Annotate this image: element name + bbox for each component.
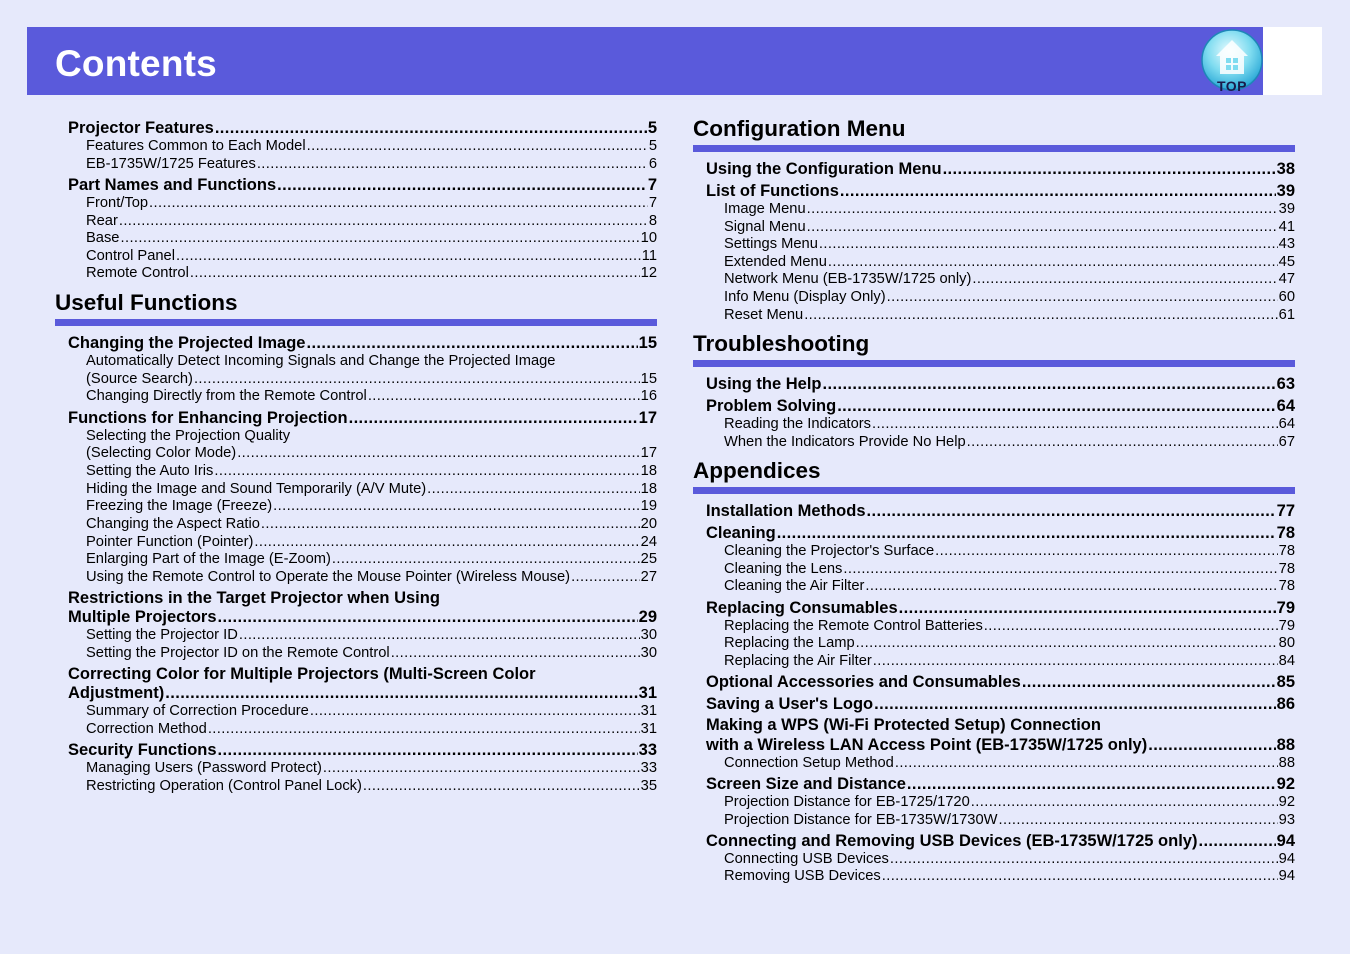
toc-entry[interactable]: When the Indicators Provide No Help ..... 67 bbox=[724, 434, 1295, 450]
section-divider bbox=[693, 487, 1295, 494]
toc-entry[interactable]: Projection Distance for EB-1735W/1730W ..... 93 bbox=[724, 812, 1295, 828]
toc-entry[interactable]: Image Menu ..... 39 bbox=[724, 201, 1295, 217]
toc-entry[interactable]: Using the Help ..... 63 bbox=[706, 375, 1295, 394]
toc-entry[interactable]: Hiding the Image and Sound Temporarily (A/V Mute) ..... 18 bbox=[86, 481, 657, 497]
toc-entry-line[interactable]: Correcting Color for Multiple Projectors (Multi-Screen Color bbox=[68, 665, 536, 683]
page-title: Contents bbox=[55, 43, 217, 84]
section-heading: Configuration Menu bbox=[693, 116, 906, 141]
toc-entry[interactable]: Setting the Projector ID on the Remote Control ..... 30 bbox=[86, 645, 657, 661]
header-banner-tail bbox=[1263, 27, 1322, 95]
toc-entry[interactable]: Part Names and Functions ..... 7 bbox=[68, 176, 657, 195]
toc-entry[interactable]: Changing Directly from the Remote Control ..... 16 bbox=[86, 388, 657, 404]
toc-entry[interactable]: Correction Method ..... 31 bbox=[86, 721, 657, 737]
toc-entry[interactable]: Functions for Enhancing Projection ..... 17 bbox=[68, 409, 657, 428]
toc-entry[interactable]: Enlarging Part of the Image (E-Zoom) ..... 25 bbox=[86, 551, 657, 567]
toc-entry[interactable]: Extended Menu ..... 45 bbox=[724, 254, 1295, 270]
toc-entry[interactable]: Replacing Consumables ..... 79 bbox=[706, 599, 1295, 618]
toc-entry[interactable]: Reset Menu ..... 61 bbox=[724, 307, 1295, 323]
toc-entry[interactable]: Replacing the Remote Control Batteries ..... 79 bbox=[724, 618, 1295, 634]
toc-entry[interactable]: Optional Accessories and Consumables ..... 85 bbox=[706, 673, 1295, 692]
top-label: TOP bbox=[1216, 78, 1248, 94]
toc-entry[interactable]: Screen Size and Distance ..... 92 bbox=[706, 775, 1295, 794]
toc-entry[interactable]: Connection Setup Method ..... 88 bbox=[724, 755, 1295, 771]
toc-entry[interactable]: Projection Distance for EB-1725/1720 ..... 92 bbox=[724, 794, 1295, 810]
toc-entry[interactable]: Signal Menu ..... 41 bbox=[724, 219, 1295, 235]
toc-entry[interactable]: Base ..... 10 bbox=[86, 230, 657, 246]
toc-entry[interactable]: Setting the Auto Iris ..... 18 bbox=[86, 463, 657, 479]
section-heading: Useful Functions bbox=[55, 290, 238, 315]
toc-entry[interactable]: Connecting and Removing USB Devices (EB-1735W/1725 only) ..... 94 bbox=[706, 832, 1295, 851]
toc-entry[interactable]: Front/Top ..... 7 bbox=[86, 195, 657, 211]
top-button[interactable] bbox=[1200, 28, 1264, 94]
toc-entry[interactable]: Changing the Projected Image ..... 15 bbox=[68, 334, 657, 353]
toc-entry[interactable]: Changing the Aspect Ratio ..... 20 bbox=[86, 516, 657, 532]
toc-entry[interactable]: Reading the Indicators ..... 64 bbox=[724, 416, 1295, 432]
toc-entry[interactable]: Projector Features ..... 5 bbox=[68, 119, 657, 138]
section-heading: Appendices bbox=[693, 458, 821, 483]
toc-entry[interactable]: Control Panel ..... 11 bbox=[86, 248, 657, 264]
toc-entry[interactable]: Using the Remote Control to Operate the Mouse Pointer (Wireless Mouse) ..... 27 bbox=[86, 569, 657, 585]
toc-entry[interactable]: Using the Configuration Menu ..... 38 bbox=[706, 160, 1295, 179]
toc-entry[interactable]: Replacing the Lamp ..... 80 bbox=[724, 635, 1295, 651]
toc-entry-line[interactable]: Selecting the Projection Quality bbox=[86, 428, 291, 444]
toc-entry[interactable]: (Source Search) ..... 15 bbox=[86, 371, 657, 387]
toc-entry[interactable]: Multiple Projectors ..... 29 bbox=[68, 608, 657, 627]
toc-entry[interactable]: Setting the Projector ID ..... 30 bbox=[86, 627, 657, 643]
section-divider bbox=[693, 360, 1295, 367]
toc-entry[interactable]: Summary of Correction Procedure ..... 31 bbox=[86, 703, 657, 719]
toc-entry[interactable]: Removing USB Devices ..... 94 bbox=[724, 868, 1295, 884]
toc-entry[interactable]: Saving a User's Logo ..... 86 bbox=[706, 695, 1295, 714]
section-divider bbox=[693, 145, 1295, 152]
toc-entry[interactable]: Cleaning the Air Filter ..... 78 bbox=[724, 578, 1295, 594]
toc-entry[interactable]: Security Functions ..... 33 bbox=[68, 741, 657, 760]
toc-entry[interactable]: Managing Users (Password Protect) ..... 33 bbox=[86, 760, 657, 776]
toc-entry[interactable]: Connecting USB Devices ..... 94 bbox=[724, 851, 1295, 867]
toc-entry-line[interactable]: Automatically Detect Incoming Signals and Change the Projected Image bbox=[86, 353, 556, 369]
toc-entry[interactable]: Problem Solving ..... 64 bbox=[706, 397, 1295, 416]
toc-entry[interactable]: with a Wireless LAN Access Point (EB-1735W/1725 only) ..... 88 bbox=[706, 736, 1295, 755]
toc-entry-line[interactable]: Restrictions in the Target Projector when Using bbox=[68, 589, 440, 607]
toc-entry[interactable]: List of Functions ..... 39 bbox=[706, 182, 1295, 201]
toc-entry[interactable]: Freezing the Image (Freeze) ..... 19 bbox=[86, 498, 657, 514]
toc-entry[interactable]: Features Common to Each Model ..... 5 bbox=[86, 138, 657, 154]
toc-entry[interactable]: Cleaning ..... 78 bbox=[706, 524, 1295, 543]
toc-entry[interactable]: Info Menu (Display Only) ..... 60 bbox=[724, 289, 1295, 305]
toc-entry[interactable]: Installation Methods ..... 77 bbox=[706, 502, 1295, 521]
toc-entry[interactable]: Rear ..... 8 bbox=[86, 213, 657, 229]
toc-entry[interactable]: (Selecting Color Mode) ..... 17 bbox=[86, 445, 657, 461]
toc-entry[interactable]: Pointer Function (Pointer) ..... 24 bbox=[86, 534, 657, 550]
toc-entry[interactable]: Adjustment) ..... 31 bbox=[68, 684, 657, 703]
section-heading: Troubleshooting bbox=[693, 331, 870, 356]
toc-entry[interactable]: Restricting Operation (Control Panel Lock) ..... 35 bbox=[86, 778, 657, 794]
toc-entry[interactable]: Cleaning the Lens ..... 78 bbox=[724, 561, 1295, 577]
header-banner bbox=[27, 27, 1263, 95]
section-divider bbox=[55, 319, 657, 326]
toc-entry[interactable]: Network Menu (EB-1735W/1725 only) ..... 47 bbox=[724, 271, 1295, 287]
toc-entry[interactable]: EB-1735W/1725 Features ..... 6 bbox=[86, 156, 657, 172]
toc-entry[interactable]: Replacing the Air Filter ..... 84 bbox=[724, 653, 1295, 669]
toc-entry[interactable]: Remote Control ..... 12 bbox=[86, 265, 657, 281]
toc-entry-line[interactable]: Making a WPS (Wi-Fi Protected Setup) Connection bbox=[706, 716, 1101, 734]
toc-entry[interactable]: Cleaning the Projector's Surface ..... 78 bbox=[724, 543, 1295, 559]
toc-entry[interactable]: Settings Menu ..... 43 bbox=[724, 236, 1295, 252]
